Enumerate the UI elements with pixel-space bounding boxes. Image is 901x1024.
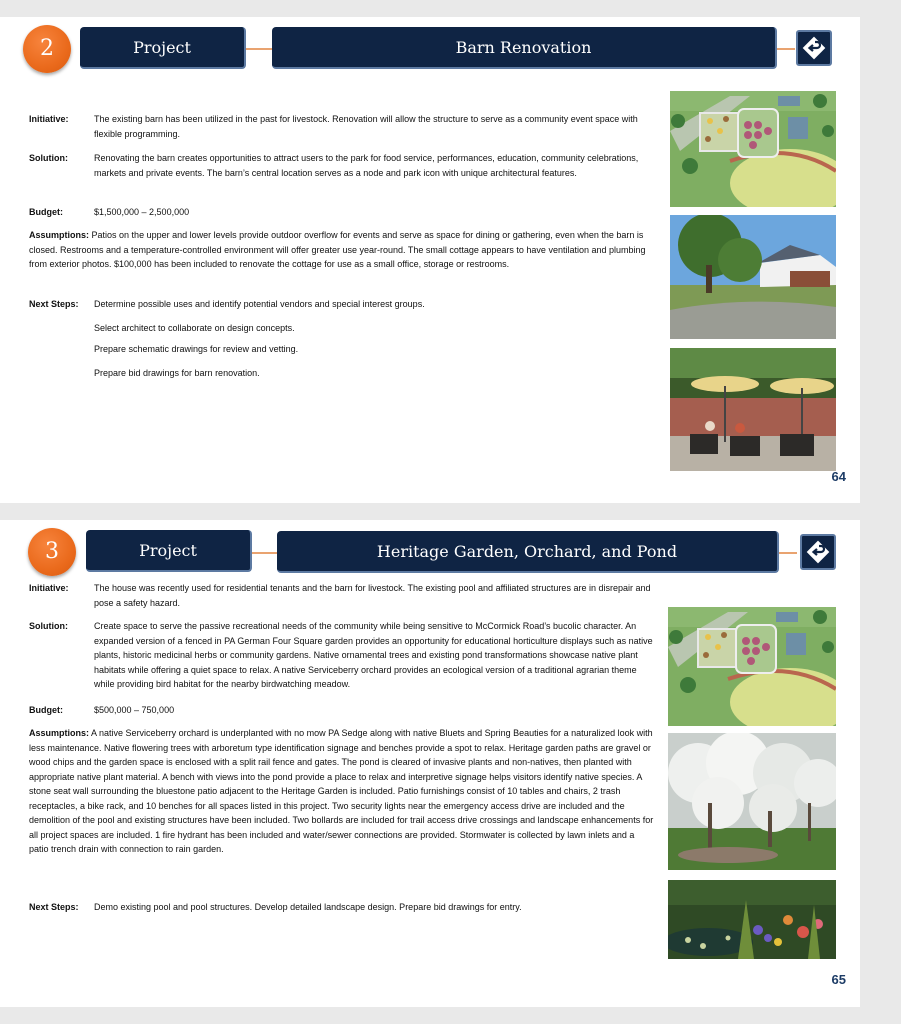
assumptions-row — [29, 228, 654, 272]
page-title: Heritage Garden, Orchard, and Pond — [277, 531, 779, 573]
assumptions-row — [29, 726, 654, 857]
connector-line — [252, 552, 277, 554]
site-plan-image — [668, 607, 836, 726]
budget-label: Budget: — [29, 705, 63, 715]
site-plan-image — [670, 91, 836, 207]
assumptions-text: A native Serviceberry orchard is underplanted with no mow PA Sedge along with native Bluets and Spring Beauties for a naturalized look with less maintenance. Native flowering trees with arboretum type identification signage and benches provide a spot to relax. Heritage garden paths are gravel or wood chips and the garden space is enclosed with a split rail fence and gates. The pond is cleared of invasive plants and non-natives, then planted with appropriate native plant material. A bench with views into the pond provide a place to relax and interpretive signage helps visitors identify native species. A stone seat wall surrounding the bluestone patio adjacent to the Heritage Garden is included. Patio furnishings consist of 10 tables and chairs, 2 trash receptacles, a bike rack, and 10 benches for all spaces listed in this project. Two security lights near the emergency access drive are included and the demolition of the pool and existing structures have been included. Two bollards are included for trail access drive crossings and landscape enhancements for all project spaces are included. 1 fire hydrant has been included and water/sewer connections are provided. Stormwater is collected by lawn inlets and a patio trench drain with connection to rain garden. — [29, 728, 654, 854]
solution-label: Solution: — [29, 153, 68, 163]
solution-text: Create space to serve the passive recreational needs of the community while being sensitive to McCormick Road’s bucolic character. An expanded version of a fenced in PA German Four Square garden provides an opportunity for educational horticulture displays such as native plants, historic medicinal herbs or community gardens. Native ornamental trees and existing pond transformations showcase native plant habitats while offering a quiet space to relax. A native Serviceberry orchard provides an ecological version of a traditional agrarian theme while providing bird habitat for the nearby birdwatching meadow. — [94, 621, 653, 689]
next-step-item: Select architect to collaborate on design concepts. — [94, 323, 295, 333]
next-steps-label: Next Steps: — [29, 299, 79, 309]
page-title: Barn Renovation — [272, 27, 777, 69]
budget-value: $1,500,000 – 2,500,000 — [94, 207, 190, 217]
project-tab[interactable]: Project — [86, 530, 252, 572]
connector-line — [777, 48, 795, 50]
budget-value: $500,000 – 750,000 — [94, 705, 175, 715]
assumptions-label: Assumptions: — [29, 728, 90, 738]
initiative-text: The house was recently used for residential tenants and the barn for livestock. The existing pool and affiliated structures are in disrepair and pose a safety hazard. — [94, 583, 651, 608]
next-step-item: Prepare schematic drawings for review and vetting. — [94, 344, 299, 354]
page-header — [0, 17, 860, 97]
solution-text: Renovating the barn creates opportunities to attract users to the park for food service, performances, education, community celebrations, markets and private events. The barn’s central location serves as a node and park icon with unique architectural features. — [94, 153, 639, 178]
connector-line — [779, 552, 797, 554]
solution-label: Solution: — [29, 621, 68, 631]
project-number-badge: 2 — [23, 25, 71, 73]
pond-garden-photo — [668, 880, 836, 959]
initiative-text: The existing barn has been utilized in the past for livestock. Renovation will allow the structure to serve as a community event space with flexible programming. — [94, 114, 638, 139]
project-number-badge: 3 — [28, 528, 76, 576]
page-64 — [0, 17, 860, 503]
assumptions-text: Patios on the upper and lower levels provide outdoor overflow for events and serve as space for dining or gathering, even when the barn is closed. Restrooms and a temperature-controlled environment will offer greater use year-round. The small cottage appears to have ventilation and plumbing from exterior photos. $100,000 has been included to renovate the cottage for use as a small office, storage or restrooms. — [29, 230, 646, 269]
next-step-item: Prepare bid drawings for barn renovation. — [94, 368, 260, 378]
next-steps-label: Next Steps: — [29, 902, 79, 912]
project-tab[interactable]: Project — [80, 27, 246, 69]
return-arrow-icon[interactable] — [800, 534, 836, 570]
orchard-photo — [668, 733, 836, 870]
page-number: 64 — [831, 469, 846, 484]
connector-line — [246, 48, 272, 50]
patio-photo — [670, 348, 836, 471]
page-number: 65 — [831, 972, 846, 987]
page-65 — [0, 520, 860, 1007]
next-step-item: Demo existing pool and pool structures. Develop detailed landscape design. Prepare bid drawings for entry. — [94, 902, 522, 912]
return-arrow-icon[interactable] — [796, 30, 832, 66]
next-step-item: Determine possible uses and identify potential vendors and special interest groups. — [94, 299, 425, 309]
assumptions-label: Assumptions: — [29, 230, 90, 240]
barn-photo — [670, 215, 836, 339]
budget-label: Budget: — [29, 207, 63, 217]
initiative-label: Initiative: — [29, 583, 69, 593]
initiative-label: Initiative: — [29, 114, 69, 124]
